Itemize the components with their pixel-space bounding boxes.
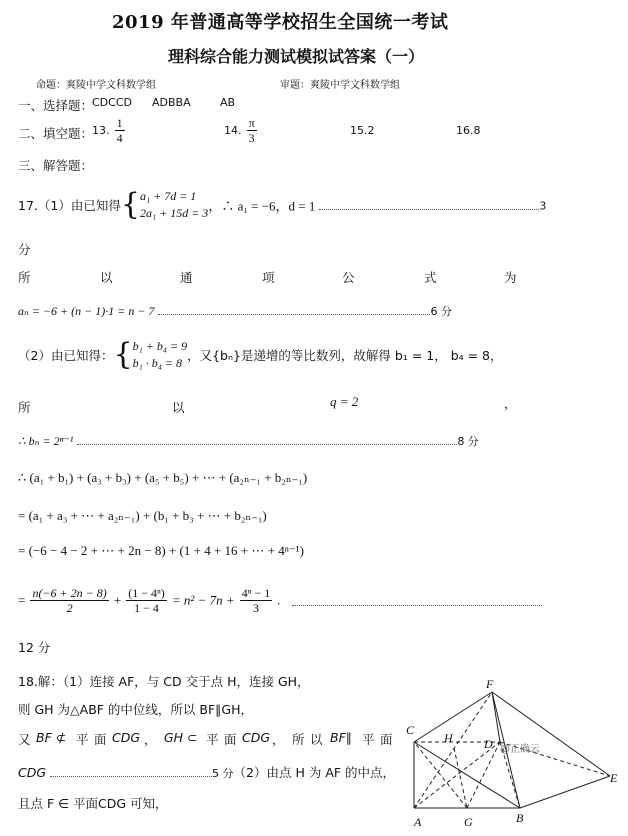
sum-line-3: = (−6 − 4 − 2 + ⋯ + 2n − 8) + (1 + 4 + 16 + ⋯ + 4ⁿ⁻¹) (18, 543, 304, 558)
general-term-word-1: 所 (18, 270, 31, 285)
q-equation: q = 2 (330, 394, 359, 409)
general-term-word-4: 项 (262, 270, 275, 285)
general-term-word-6: 式 (424, 270, 437, 285)
q18-line3-w12: 以 (310, 732, 323, 747)
page-title: 2019 年普通高等学校招生全国统一考试 (112, 12, 449, 33)
geometry-figure (400, 676, 626, 836)
fill-section-label: 二、填空题： (18, 126, 94, 141)
label-A: A (414, 815, 422, 829)
score-12: 12 分 (18, 640, 51, 655)
general-term-formula: aₙ = −6 + (n − 1)·1 = n − 7 6 分 (18, 304, 452, 318)
choice-section-label: 一、选择题： (18, 98, 94, 113)
bn-formula: ∴ bₙ = 2ⁿ⁻¹ 8 分 (18, 434, 479, 448)
choice-answer-1: CDCCD (92, 96, 132, 109)
q18-line3-w14: 平 (362, 732, 375, 747)
q18-line3-w2: 平 (76, 732, 89, 747)
q18-line3-w6: GH ⊂ (164, 730, 198, 745)
q18-line2: 则 GH 为△ABF 的中位线，所以 BF∥GH， (18, 702, 254, 717)
q18-line3-w13: BF∥ (330, 730, 353, 745)
q18-line3-w8: 面 (224, 732, 237, 747)
general-term-word-7: 为 (504, 270, 517, 285)
q18-line3-w1: BF ⊄ (36, 730, 67, 745)
q18-line5: 且点 F ∈ 平面CDG 可知， (18, 796, 168, 811)
so-word-1: 所 (18, 400, 31, 415)
q18-line3-w10: ， (272, 732, 285, 747)
q18-line3-w3: 面 (94, 732, 107, 747)
fill-answer-13: 13. $\frac{1}{4}$ (92, 116, 123, 145)
page-subtitle: 理科综合能力测试模拟试答案（一） (168, 47, 425, 66)
sum-line-1: ∴ (a₁ + b₁) + (a₃ + b₃) + (a₅ + b₅) + ⋯ + (a₂ₙ₋₁ + b₂ₙ₋₁) (18, 470, 308, 485)
q18-line1: 18.解：（1）连接 AF，与 CD 交于点 H，连接 GH， (18, 674, 310, 689)
choice-answer-2: ADBBA (152, 96, 191, 109)
label-E: E (610, 771, 618, 785)
q17-score1-unit: 分 (18, 242, 31, 257)
reviewer-label: 审题：爽陵中学文科数学组 (280, 80, 400, 91)
label-F: F (486, 677, 494, 691)
q17-part1: 17.（1）由已知得{ a₁ + 7d = 1 2a₁ + 15d = 3 ，∴ a₁ = −6，d = 1 3 (18, 187, 547, 222)
label-B: B (516, 811, 524, 825)
q17-part2: （2）由已知得：{ b₁ + b₄ = 9 b₁ · b₄ = 8 ，又{bₙ}是递增的等比数列，故解得 b₁ = 1， b₄ = 8， (18, 337, 503, 372)
q-comma: ， (504, 396, 517, 411)
choice-answer-3: AB (220, 96, 236, 109)
fill-answer-16: 16.8 (456, 124, 481, 137)
q18-line3-w9: CDG (242, 730, 271, 745)
q18-line3-w11: 所 (292, 732, 305, 747)
q18-line4: CDG 5 分（2）由点 H 为 AF 的中点， (18, 765, 396, 780)
label-G: G (464, 815, 473, 829)
so-word-2: 以 (172, 400, 185, 415)
fill-answer-15: 15.2 (350, 124, 375, 137)
fill-answer-14: 14. $\frac{\pi}{3}$ (224, 116, 255, 145)
q18-line3-w5: ， (144, 732, 157, 747)
author-label: 命题：爽陵中学文科数学组 (36, 80, 156, 91)
solve-section-label: 三、解答题： (18, 158, 94, 173)
label-C: C (406, 723, 415, 737)
final-result: = $\frac{n(-6 + 2n - 8)}{2}$ + $\frac{\text{(1 − 4ⁿ)}}{1 - 4}$ = n² − 7n + $\frac{\text{4ⁿ − 1}}{3}$ . (18, 586, 542, 615)
q18-line3-w0: 又 (18, 732, 31, 747)
q18-line3-w7: 平 (206, 732, 219, 747)
general-term-word-2: 以 (100, 270, 113, 285)
label-H: H (444, 731, 453, 745)
general-term-word-5: 公 (342, 270, 355, 285)
watermark-text: @正确云 (500, 744, 540, 755)
general-term-word-3: 通 (180, 270, 193, 285)
q18-line3-w4: CDG (112, 730, 141, 745)
q18-line3-w15: 面 (380, 732, 393, 747)
sum-line-2: = (a₁ + a₃ + ⋯ + a₂ₙ₋₁) + (b₁ + b₃ + ⋯ + b₂ₙ₋₁) (18, 508, 267, 523)
label-D: D (484, 737, 493, 751)
